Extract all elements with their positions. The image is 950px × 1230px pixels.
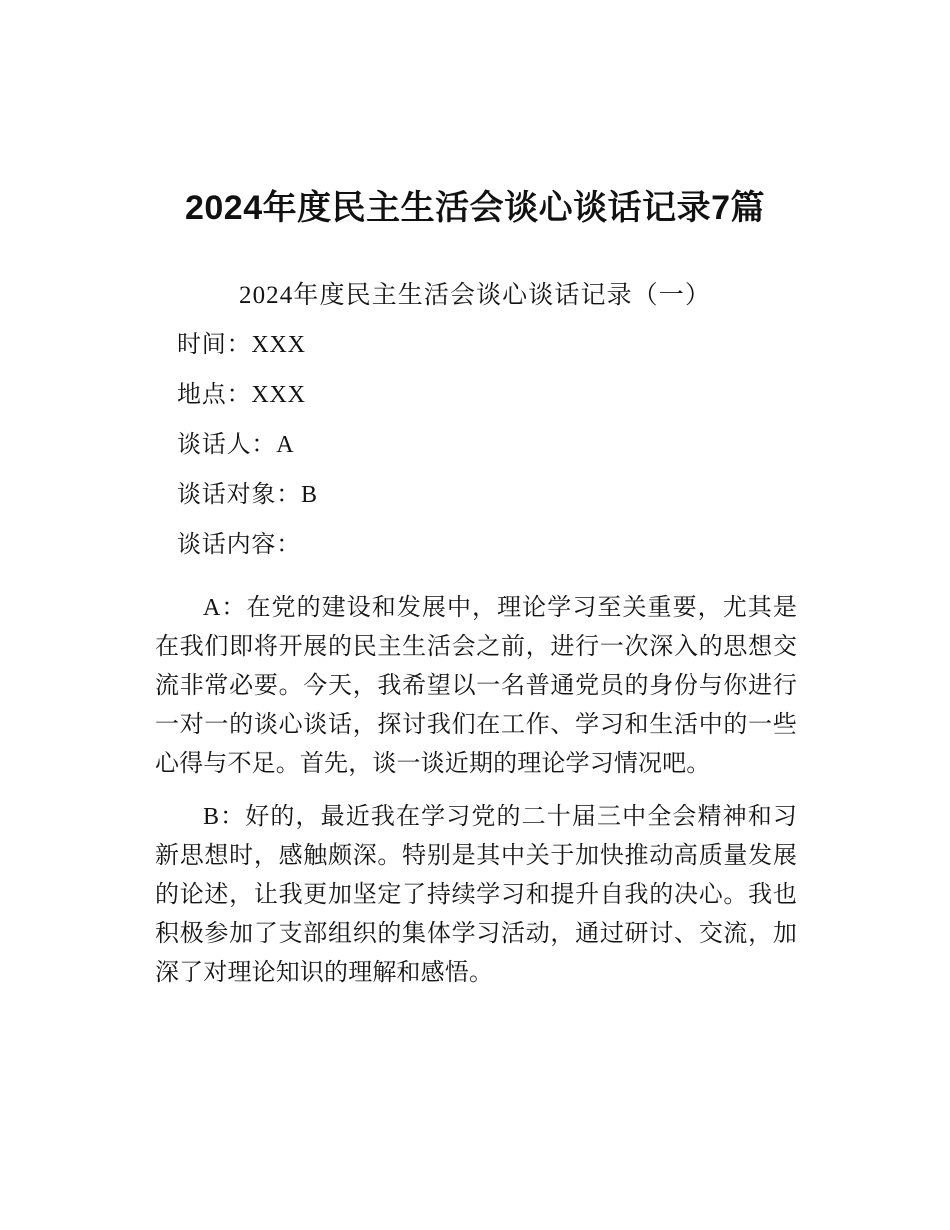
page-title: 2024年度民主生活会谈心谈话记录7篇: [184, 188, 766, 227]
meta-line-interviewer: 谈话人：A: [177, 432, 295, 458]
meta-line-time: 时间：XXX: [177, 332, 306, 358]
meta-line-interviewee: 谈话对象：B: [177, 482, 318, 508]
document-subtitle: 2024年度民主生活会谈心谈话记录（一）: [238, 282, 711, 309]
meta-line-location: 地点：XXX: [177, 382, 306, 408]
meta-line-content-heading: 谈话内容：: [177, 532, 301, 558]
conversation-body: [155, 589, 797, 993]
paragraph-speaker-a: A：在党的建设和发展中，理论学习至关重要，尤其是在我们即将开展的民主生活会之前，进行一次深入的思想交流非常必要。今天，我希望以一名普通党员的身份与你进行一对一的谈心谈话，探讨我们在工作、学习和生活中的一些心得与不足。首先，谈一谈近期的理论学习情况吧。: [155, 595, 797, 777]
document-body: [155, 330, 797, 993]
paragraph-speaker-b: B：好的，最近我在学习党的二十届三中全会精神和习新思想时，感触颇深。特别是其中关于加快推动高质量发展的论述，让我更加坚定了持续学习和提升自我的决心。我也积极参加了支部组织的集体学习活动，通过研讨、交流，加深了对理论知识的理解和感悟。: [155, 804, 797, 986]
